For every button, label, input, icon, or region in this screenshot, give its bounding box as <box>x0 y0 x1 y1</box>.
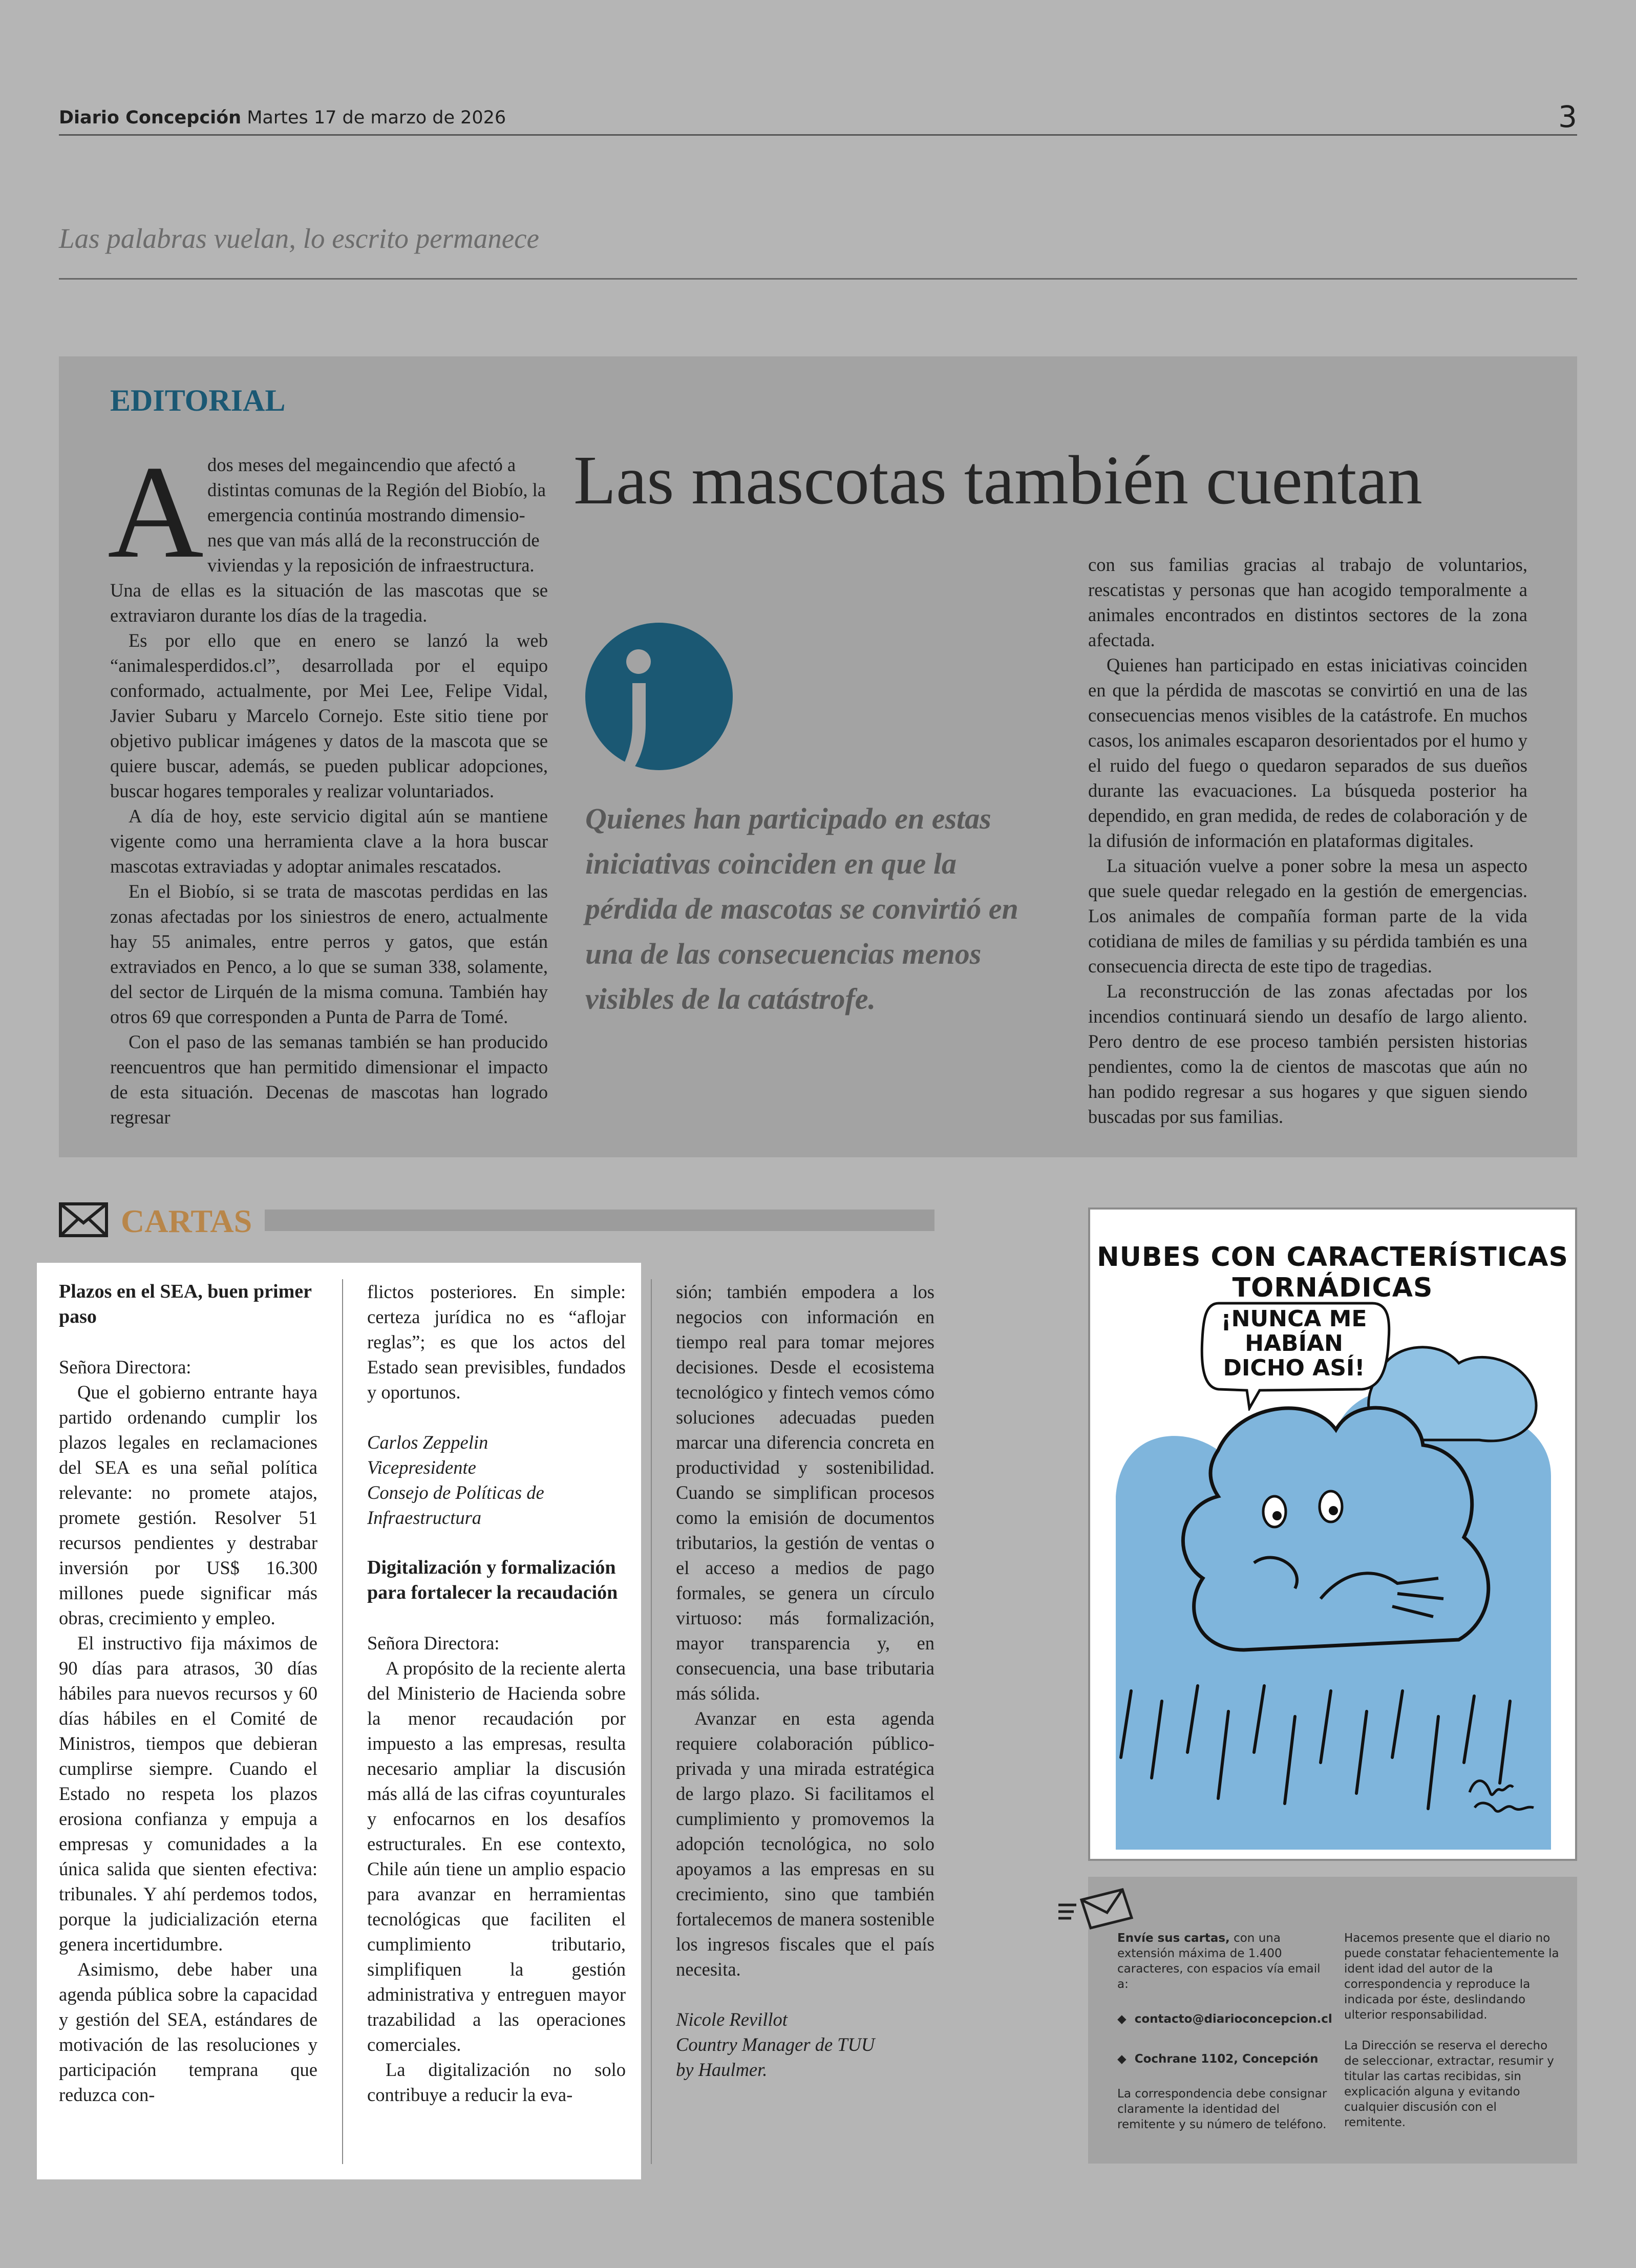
signature-line: Vicepresidente <box>367 1457 476 1478</box>
letter-paragraph: A propósito de la reciente alerta del Ministerio de Hacienda sobre la menor recaudación por impuesto a las empresas, resulta necesario ampliar la discusión más allá de las cifras coyunturales y enfocarnos en los desafíos estructurales. En ese contexto, Chile aún tiene un amplio espacio para avanzar en herramientas tecnológicas que faciliten el cumplimiento tributario, simplifiquen la gestión administrativa y entreguen mayor trazabilidad a las operaciones comerciales. <box>367 1658 626 2055</box>
editorial-title: Las mascotas también cuentan <box>573 442 1422 519</box>
column-divider <box>342 1279 343 2164</box>
cartoon-speech: ¡NUNCA ME HABÍAN DICHO ASÍ! <box>1221 1306 1367 1381</box>
info-icon <box>585 623 733 770</box>
cartoonist-signature <box>1464 1772 1541 1823</box>
editorial-column-3 <box>1088 552 1527 1129</box>
cartas-bar <box>265 1210 934 1231</box>
letter-paragraph: Avanzar en esta agenda requiere colaboración público-privada y una mirada estratégica de largo plazo. Si facilitamos el cumplimiento y promovemos la adopción tecnológica, no solo apoyamos a las empresas en su crecimiento, sino que también fortalecemos de manera sostenible los ingresos fiscales que el país necesita. <box>676 1708 934 1980</box>
contact-address-row: ◆ Cochrane 1102, Concepción <box>1117 2052 1319 2066</box>
contact-intro-bold: Envíe sus cartas, <box>1117 1932 1230 1945</box>
letter-column-1 <box>59 1279 317 2107</box>
letter-paragraph: La digitalización no solo contribuye a reducir la eva- <box>367 2059 626 2105</box>
letter-paragraph: Que el gobierno entrante haya partido ordenando cumplir los plazos legales en reclamaciones del SEA es una señal política relevante: no promete atajos, promete gestión. Resolver 51 recursos pendientes y destrabar inversión por US$ 16.300 millones puede significar más obras, crecimiento y empleo. <box>59 1382 317 1628</box>
drop-cap: A <box>108 438 204 586</box>
editorial-paragraph: La situación vuelve a poner sobre la mesa un aspecto que suele quedar relegado en la gestión de emergencias. Los animales de compañía forman parte de la vida cotidiana de miles de familias y su pérdida también es una consecuencia directa de este tipo de tragedias. <box>1088 855 1527 977</box>
letter-heading: Digitalización y formalización para fortalecer la recaudación <box>367 1557 618 1603</box>
letter-column-3 <box>676 1279 934 2082</box>
contact-email[interactable]: contacto@diarioconcepcion.cl <box>1134 2012 1332 2026</box>
cartas-label: CARTAS <box>121 1203 252 1239</box>
contact-email-row: ◆ contacto@diarioconcepcion.cl <box>1117 2012 1332 2026</box>
signature-line: Consejo de Políticas de <box>367 1482 544 1503</box>
publication-date: Martes 17 de marzo de 2026 <box>247 108 506 128</box>
contact-disclaimer: Hacemos presente que el diario no puede constatar fehacientemente la ident idad del autor de la correspondencia y reproduce la indicada por éste, deslindando ulterior responsabilidad. <box>1344 1932 1559 2022</box>
contact-note: La correspondencia debe consignar claramente la identidad del remitente y su número de teléfono. <box>1117 2087 1327 2131</box>
cartoon-title: NUBES CON CARACTERÍSTICAS TORNÁDICAS <box>1097 1242 1568 1303</box>
contact-address: Cochrane 1102, Concepción <box>1134 2052 1319 2066</box>
letter-salutation: Señora Directora: <box>367 1633 500 1654</box>
editorial-paragraph: Con el paso de las semanas también se han producido reencuentros que han permitido dimensionar el impacto de esta situación. Decenas de mascotas han logrado regresar <box>110 1031 548 1128</box>
editorial-paragraph: La reconstrucción de las zonas afectadas por los incendios continuará siendo un desafío de largo aliento. Pero dentro de ese proceso también persisten historias pendientes, como la de cientos de mascotas que aún no han podido regresar a sus hogares y que siguen siendo buscadas por sus familias. <box>1088 981 1527 1127</box>
letter-heading: Plazos en el SEA, buen primer paso <box>59 1281 312 1327</box>
contact-right <box>1344 1931 1559 2130</box>
lead-line: dos meses del megaincendio que afectó a <box>207 454 516 475</box>
letter-salutation: Señora Directora: <box>59 1356 192 1377</box>
editorial-paragraph: A día de hoy, este servicio digital aún se mantiene vigente como una herramienta clave a la hora buscar mascotas extraviadas y adoptar animales rescatados. <box>110 806 548 877</box>
letter-paragraph: El instructivo fija máximos de 90 días para atrasos, 30 días hábiles para nuevos recursos y 60 días hábiles en el Comité de Ministros, tiempos que debieran cumplirse siempre. Cuando el Estado no respeta los plazos erosiona confianza y empuja a empresas y comunidades a la única salida que sienten efectiva: tribunales. Y ahí perdemos todos, porque la judicialización eterna genera incertidumbre. <box>59 1633 317 1955</box>
contact-disclaimer: La Dirección se reserva el derecho de seleccionar, extractar, resumir y titular las cartas recibidas, sin explicación alguna y evitando cualquier discusión con el remitente. <box>1344 2039 1554 2129</box>
editorial-paragraph: con sus familias gracias al trabajo de voluntarios, rescatistas y personas que han acogido temporalmente a animales encontrados en distintos sectores de la zona afectada. <box>1088 554 1527 650</box>
column-divider <box>651 1279 652 2164</box>
info-icon-glyph <box>585 623 733 770</box>
letter-signature <box>676 2007 934 2082</box>
editorial-paragraph: En el Biobío, si se trata de mascotas perdidas en las zonas afectadas por los siniestros de enero, actualmente hay 55 animales, entre perros y gatos, que están extraviados en Penco, a lo que se suman 338, solamente, del sector de Lirquén de la misma comuna. También hay otros 69 que corresponden a Punta de Parra de Tomé. <box>110 881 548 1027</box>
page-number: 3 <box>1558 99 1577 134</box>
header-publication-line <box>59 108 506 128</box>
signature-line: Nicole Revillot <box>676 2009 788 2030</box>
send-letter-icon <box>1056 1887 1138 1931</box>
lead-line: distintas comunas de la Región del Biobío, la <box>207 479 546 500</box>
editorial-paragraph: Es por ello que en enero se lanzó la web “animalesperdidos.cl”, desarrollada por el equipo conformado, actualmente, por Mei Lee, Felipe Vidal, Javier Subaru y Marcelo Cornejo. Este sitio tiene por objetivo publicar imágenes y datos de la mascota que se quiere buscar, además, se pueden publicar adopciones, buscar hogares temporales y realizar voluntariados. <box>110 630 548 801</box>
editorial-lead-lines <box>207 452 548 578</box>
contact-intro <box>1117 1931 1332 1992</box>
letter-column-2 <box>367 1279 626 2107</box>
lead-line: emergencia continúa mostrando dimensio- <box>207 504 525 525</box>
signature-line: by Haulmer. <box>676 2059 768 2080</box>
contact-intro-text: con una extensión máxima de 1.400 caracteres, con espacios vía email a: <box>1117 1932 1321 1991</box>
motto: Las palabras vuelan, lo escrito permanece <box>59 223 539 254</box>
envelope-icon <box>59 1202 108 1237</box>
publication-name: Diario Concepción <box>59 108 242 128</box>
letter-paragraph: flictos posteriores. En simple: certeza jurídica no es “aflojar reglas”; es que los actos del Estado sean previsibles, fundados y oportunos. <box>367 1281 626 1403</box>
contact-left <box>1117 1931 1332 2132</box>
letter-paragraph: sión; también empodera a los negocios con información en tiempo real para tomar mejores decisiones. Desde el ecosistema tecnológico y fintech vemos cómo soluciones adecuadas pueden marcar una diferencia concreta en productividad y sostenibilidad. Cuando se simplifican procesos como la emisión de documentos tributarios, la gestión de ventas o el acceso a medios de pago formales, se genera un círculo virtuoso: más formalización, mayor transparencia y, en consecuencia, una base tributaria más sólida. <box>676 1281 934 1704</box>
signature-line: Country Manager de TUU <box>676 2034 875 2055</box>
lead-line: viviendas y la reposición de infraestructura. <box>207 555 535 576</box>
signature-line: Carlos Zeppelin <box>367 1432 488 1453</box>
motto-divider <box>59 278 1577 280</box>
editorial-label: EDITORIAL <box>110 384 286 417</box>
lead-line: nes que van más allá de la reconstrucción de <box>207 529 540 550</box>
editorial-paragraph: Una de ellas es la situación de las mascotas que se extraviaron durante los días de la tragedia. <box>110 580 548 626</box>
editorial-column-1 <box>110 578 548 1130</box>
letter-paragraph: Asimismo, debe haber una agenda pública sobre la capacidad y gestión del SEA, estándares de motivación de las resoluciones y participación temprana que reduzca con- <box>59 1959 317 2105</box>
page-header <box>59 99 1577 136</box>
signature-line: Infraestructura <box>367 1507 482 1528</box>
editorial-paragraph: Quienes han participado en estas iniciativas coinciden en que la pérdida de mascotas se convirtió en una de las consecuencias menos visibles de la catástrofe. En muchos casos, los animales escaparon desorientados por el humo y el ruido del fuego o quedaron separados de sus dueños durante las evacuaciones. La búsqueda posterior ha dependido, en gran medida, de redes de colaboración y de la difusión de información en plataformas digitales. <box>1088 654 1527 851</box>
letter-signature <box>367 1430 626 1530</box>
editorial-pull-quote: Quienes han participado en estas iniciativas coinciden en que la pérdida de mascotas se convirtió en una de las consecuencias menos visibles de la catástrofe. <box>585 802 1018 1015</box>
